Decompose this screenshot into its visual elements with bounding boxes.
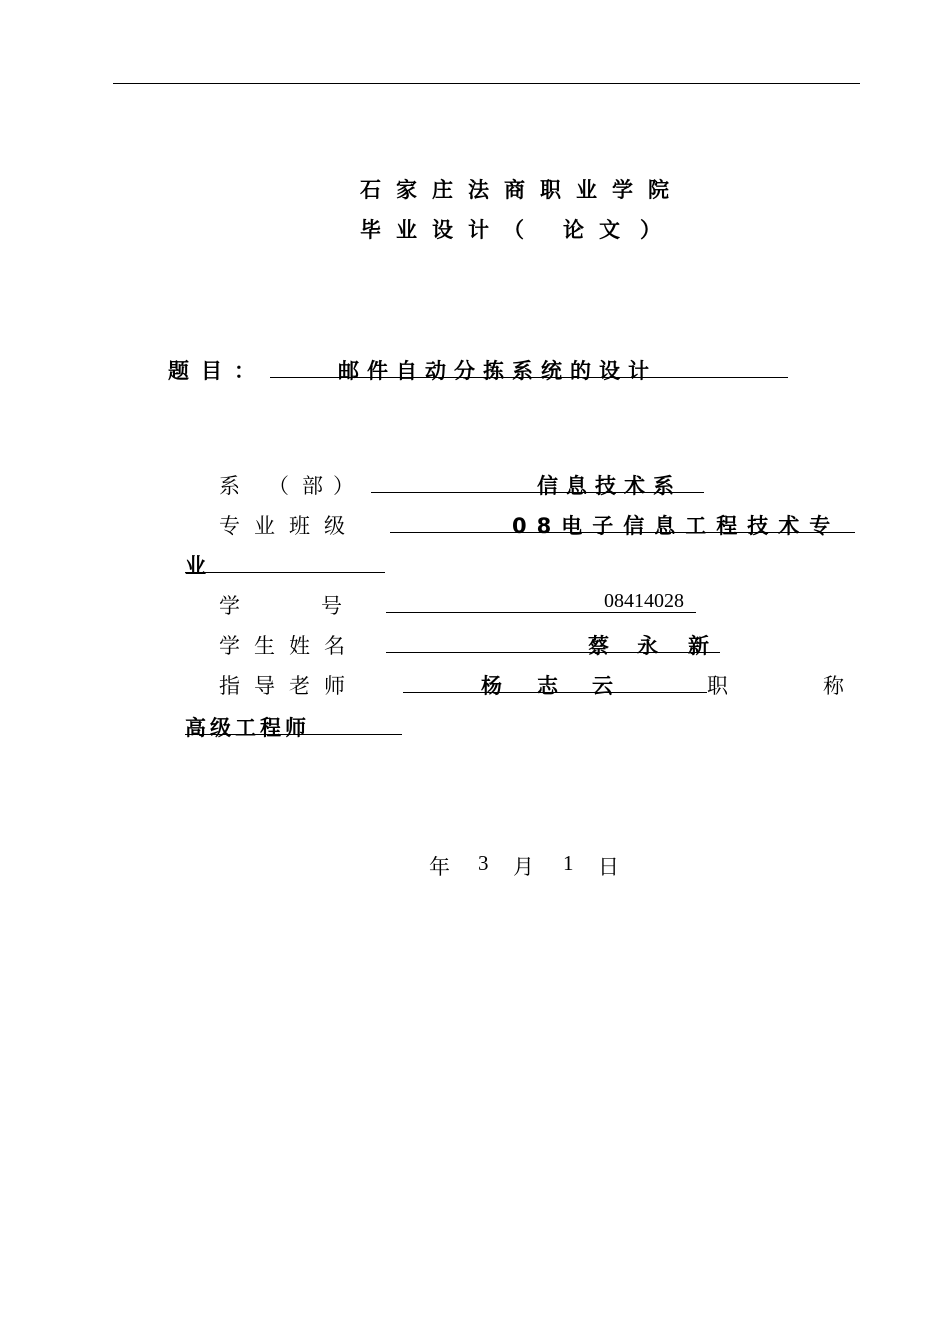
advisor-value-b: 志 — [537, 674, 558, 698]
date-year-char: 年 — [429, 855, 450, 879]
student-id-label-b: 号 — [321, 594, 342, 618]
department-value: 信息技术系 — [537, 474, 682, 498]
topic-label: 题目： — [168, 359, 267, 383]
doc-type-main: 毕业设计 — [360, 218, 504, 242]
student-name-underline — [386, 652, 720, 653]
topic-value: 邮件自动分拣系统的设计 — [338, 359, 657, 383]
school-name: 石家庄法商职业学院 — [360, 178, 684, 202]
topic-underline — [270, 377, 788, 378]
doc-type-inner: 论文 — [563, 218, 635, 242]
advisor-label: 指导老师 — [219, 674, 359, 698]
student-id-value: 08414028 — [604, 590, 684, 612]
doc-type-paren-close: ） — [640, 218, 661, 242]
date-day: 1 — [563, 851, 574, 875]
department-label-a: 系 — [219, 474, 240, 498]
advisor-title-underline — [185, 734, 402, 735]
major-value-line2: 业 — [185, 554, 206, 578]
advisor-value-c: 云 — [592, 674, 613, 698]
department-label-c: 部 — [302, 474, 323, 498]
department-label-d: ） — [333, 474, 354, 498]
department-label-b: （ — [268, 474, 289, 498]
advisor-title-value: 高级工程师 — [185, 716, 310, 740]
major-label: 专业班级 — [219, 514, 359, 538]
advisor-underline — [403, 692, 707, 693]
student-name-value-c: 新 — [688, 634, 709, 658]
date-day-char: 日 — [598, 855, 619, 879]
advisor-title-label-b: 称 — [823, 674, 844, 698]
doc-type-paren-open: （ — [503, 218, 524, 242]
major-underline-line2 — [185, 572, 385, 573]
department-underline — [371, 492, 704, 493]
student-id-label-a: 学 — [219, 594, 240, 618]
advisor-title-label-a: 职 — [707, 674, 728, 698]
major-underline-line1 — [390, 532, 855, 533]
student-id-underline — [386, 612, 696, 613]
student-name-label: 学生姓名 — [219, 634, 359, 658]
major-value-line1: 08电子信息工程技术专 — [512, 514, 841, 538]
advisor-value-a: 杨 — [481, 674, 502, 698]
student-name-value-a: 蔡 — [588, 634, 609, 658]
date-month-char: 月 — [513, 855, 534, 879]
date-month: 3 — [478, 851, 489, 875]
top-rule — [113, 83, 860, 84]
student-name-value-b: 永 — [637, 634, 658, 658]
